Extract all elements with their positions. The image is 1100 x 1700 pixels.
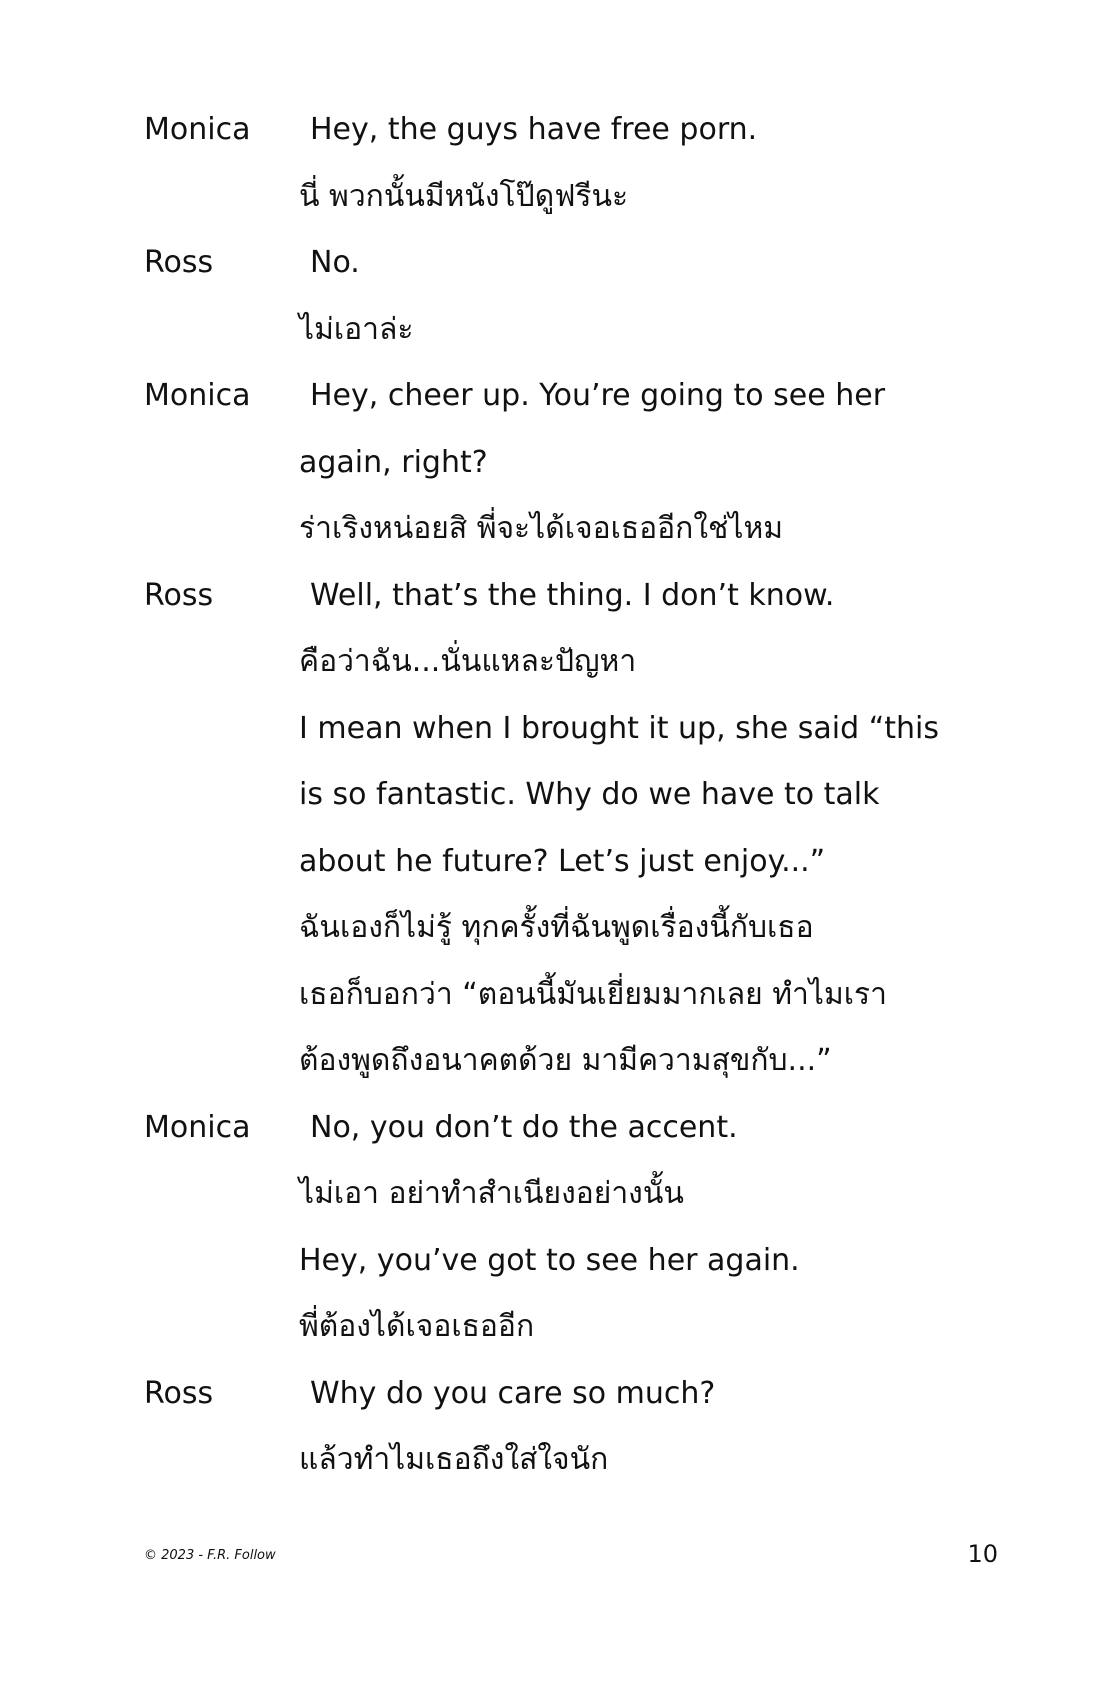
speaker-name: Ross <box>144 1375 214 1411</box>
page-number: 10 <box>967 1540 998 1568</box>
dialogue-lines <box>299 563 1024 1095</box>
speaker-name: Monica <box>144 1109 251 1145</box>
dialogue-line: No. <box>310 245 360 280</box>
speaker-name: Ross <box>144 245 214 280</box>
dialogue-line: again, right? <box>299 444 488 480</box>
dialogue-line: นี่ พวกนั้นมีหนังโป๊ดูฟรีนะ <box>299 178 629 214</box>
dialogue-line: is so fantastic. Why do we have to talk <box>299 777 880 812</box>
dialogue-lines <box>299 1095 1024 1361</box>
speaker-name: Monica <box>144 378 251 413</box>
dialogue-line: Hey, you’ve got to see her again. <box>299 1242 800 1278</box>
dialogue-lines <box>299 363 1024 563</box>
dialogue-line: Why do you care so much? <box>310 1375 716 1411</box>
dialogue-line: Hey, the guys have free porn. <box>310 112 758 147</box>
dialogue-line: คือว่าฉัน...นั่นแหละปัญหา <box>299 644 637 679</box>
speaker-name: Ross <box>144 577 214 613</box>
dialogue-line: ไม่เอา อย่าทำสำเนียงอย่างนั้น <box>299 1176 684 1211</box>
dialogue-entry <box>144 563 1024 1095</box>
dialogue-line: เธอก็บอกว่า “ตอนนี้มันเยี่ยมมากเลย ทำไมเรา <box>299 976 887 1012</box>
dialogue-line: ไม่เอาล่ะ <box>299 311 414 347</box>
dialogue-entry <box>144 97 1024 230</box>
dialogue-line: about he future? Let’s just enjoy...” <box>299 843 826 879</box>
dialogue-entry <box>144 1095 1024 1361</box>
dialogue-line: Hey, cheer up. You’re going to see her <box>310 378 886 413</box>
dialogue-line: ต้องพูดถึงอนาคตด้วย มามีความสุขกับ...” <box>299 1043 832 1078</box>
speaker-name: Monica <box>144 112 251 147</box>
dialogue-entry <box>144 230 1024 363</box>
dialogue-lines <box>299 1361 1024 1494</box>
dialogue-line: ฉันเองก็ไม่รู้ ทุกครั้งที่ฉันพูดเรื่องนี้กับเธอ <box>299 910 814 945</box>
dialogue-lines <box>299 97 1024 230</box>
copyright-footer: © 2023 - F.R. Follow <box>144 1548 276 1563</box>
dialogue <box>144 97 1024 1494</box>
dialogue-line: I mean when I brought it up, she said “this <box>299 710 939 746</box>
dialogue-entry <box>144 363 1024 563</box>
dialogue-line: พี่ต้องได้เจอเธออีก <box>299 1309 535 1344</box>
dialogue-line: แล้วทำไมเธอถึงใส่ใจนัก <box>299 1442 609 1477</box>
dialogue-line: ร่าเริงหน่อยสิ พี่จะได้เจอเธออีกใช่ไหม <box>299 511 783 546</box>
dialogue-entry <box>144 1361 1024 1494</box>
dialogue-line: Well, that’s the thing. I don’t know. <box>310 577 835 613</box>
dialogue-line: No, you don’t do the accent. <box>310 1109 738 1145</box>
dialogue-lines <box>299 230 1024 363</box>
